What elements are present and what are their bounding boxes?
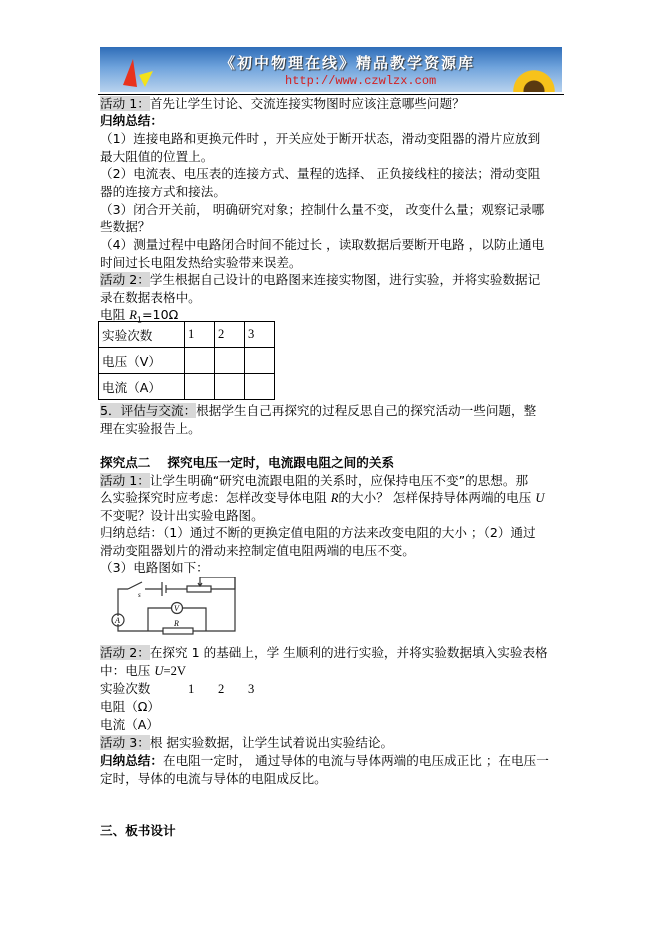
text: 中：电压	[100, 663, 155, 678]
para: 器的连接方式和接法。	[100, 184, 226, 199]
site-banner	[100, 47, 562, 92]
section-heading: 探究点二 探究电压一定时，电流跟电阻之间的关系	[100, 455, 395, 470]
para: 理在实验报告上。	[100, 421, 201, 436]
text: 在电阻一定时， 通过导体的电流与导体两端的电压成正比 ；在电压一	[162, 753, 549, 768]
activity-label: 活动 1：	[100, 473, 150, 488]
text: 电阻	[100, 307, 130, 322]
var: R	[129, 308, 137, 322]
section-label: 5．评估与交流：	[100, 403, 197, 418]
var: U	[154, 664, 164, 678]
para: （3）电路图如下：	[100, 560, 209, 575]
text: 首先让学生讨论、交流连接实物图时应该注意哪些问题？	[149, 96, 465, 111]
activity3-line	[100, 734, 393, 751]
text: 根 据实验数据，让学生试着说出实验结论。	[149, 735, 394, 750]
table-cell	[245, 374, 275, 400]
para: 不变呢？设计出实验电路图。	[100, 508, 264, 523]
activity2-line	[100, 271, 540, 288]
text: 2	[218, 682, 225, 696]
text: 在探究 1 的基础上，学 生顺利的进行实验，并将实验数据填入实验表格	[149, 645, 548, 660]
resistor-label: R	[174, 619, 179, 628]
text: 1	[188, 682, 195, 696]
sunflower-image	[510, 67, 558, 92]
text: 让学生明确“研究电流跟电阻的关系时，应保持电压不变”的思想。那	[149, 473, 529, 488]
table2-row: 电流（A）	[100, 717, 159, 732]
var: R	[330, 491, 339, 505]
para: 归纳总结：（1）通过不断的更换定值电阻的方法来改变电阻的大小 ；（2）通过	[100, 525, 536, 540]
para: （3）闭合开关前， 明确研究对象；控制什么量不变， 改变什么量；观察记录哪	[100, 202, 545, 217]
para	[100, 489, 544, 506]
summary-label: 归纳总结：	[100, 753, 163, 768]
switch-label: s	[138, 591, 141, 599]
evaluation-line	[100, 402, 536, 419]
text: 实验次数	[100, 681, 151, 696]
para: （1）连接电路和更换元件时 ，开关应处于断开状态，滑动变阻器的滑片应放到	[100, 131, 541, 146]
activity-label: 活动 2：	[100, 272, 150, 287]
table-row	[99, 374, 275, 400]
circuit-diagram	[100, 577, 245, 637]
para: （4）测量过程中电路闭合时间不能过长 ，读取数据后要断开电路 ，以防止通电	[100, 237, 545, 252]
sub: 1	[136, 315, 142, 325]
para: 些数据？	[100, 219, 151, 234]
para: 定时，导体的电流与导体的电阻成反比。	[100, 771, 327, 786]
text: =10Ω	[142, 307, 179, 322]
text: 学生根据自己设计的电路图来连接实物图，进行实验，并将实验数据记	[149, 272, 541, 287]
voltmeter-label: V	[174, 604, 179, 613]
table-cell	[215, 374, 245, 400]
table-row	[99, 322, 275, 348]
ammeter-label: A	[115, 616, 120, 625]
text: =2V	[163, 664, 186, 678]
activity1-line	[100, 472, 528, 489]
table-cell	[245, 348, 275, 374]
para: 录在数据表格中。	[100, 290, 201, 305]
table-cell: 电流（A）	[99, 374, 185, 400]
logo-icon	[115, 57, 165, 91]
table-cell: 实验次数	[99, 322, 185, 348]
text: 3	[248, 682, 255, 696]
banner-title: 《初中物理在线》精品教学资源库	[220, 54, 476, 72]
activity-label: 活动 1：	[100, 96, 150, 111]
para: 滑动变阻器划片的滑动来控制定值电阻两端的电压不变。	[100, 543, 415, 558]
activity2-line	[100, 644, 548, 661]
para	[100, 662, 186, 679]
table2-header	[100, 680, 254, 697]
table-cell: 1	[185, 322, 215, 348]
data-table-1	[98, 321, 275, 400]
table-cell: 2	[215, 322, 245, 348]
section-heading: 三、板书设计	[100, 823, 176, 838]
activity-label: 活动 3：	[100, 735, 150, 750]
table-cell	[185, 374, 215, 400]
summary-heading: 归纳总结：	[100, 113, 163, 128]
var: U	[535, 491, 545, 505]
activity1-line	[100, 95, 465, 112]
text: 么实验探究时应考虑：怎样改变导体电阻	[100, 490, 331, 505]
para: 时间过长电阻发热给实验带来误差。	[100, 255, 302, 270]
text: 根据学生自己再探究的过程反思自己的探究活动一些问题，整	[196, 403, 537, 418]
table-cell: 电压（V）	[99, 348, 185, 374]
table-cell	[185, 348, 215, 374]
para: 最大阻值的位置上。	[100, 149, 214, 164]
para: （2）电流表、电压表的连接方式、量程的选择、 正负接线柱的接法；滑动变阻	[100, 166, 541, 181]
table2-row: 电阻（Ω）	[100, 699, 160, 714]
text: 的大小？ 怎样保持导体两端的电压	[338, 490, 536, 505]
table-cell	[215, 348, 245, 374]
summary-line	[100, 752, 549, 769]
table-row	[99, 348, 275, 374]
activity-label: 活动 2：	[100, 645, 150, 660]
table-cell: 3	[245, 322, 275, 348]
banner-url: http://www.czwlzx.com	[285, 74, 437, 88]
